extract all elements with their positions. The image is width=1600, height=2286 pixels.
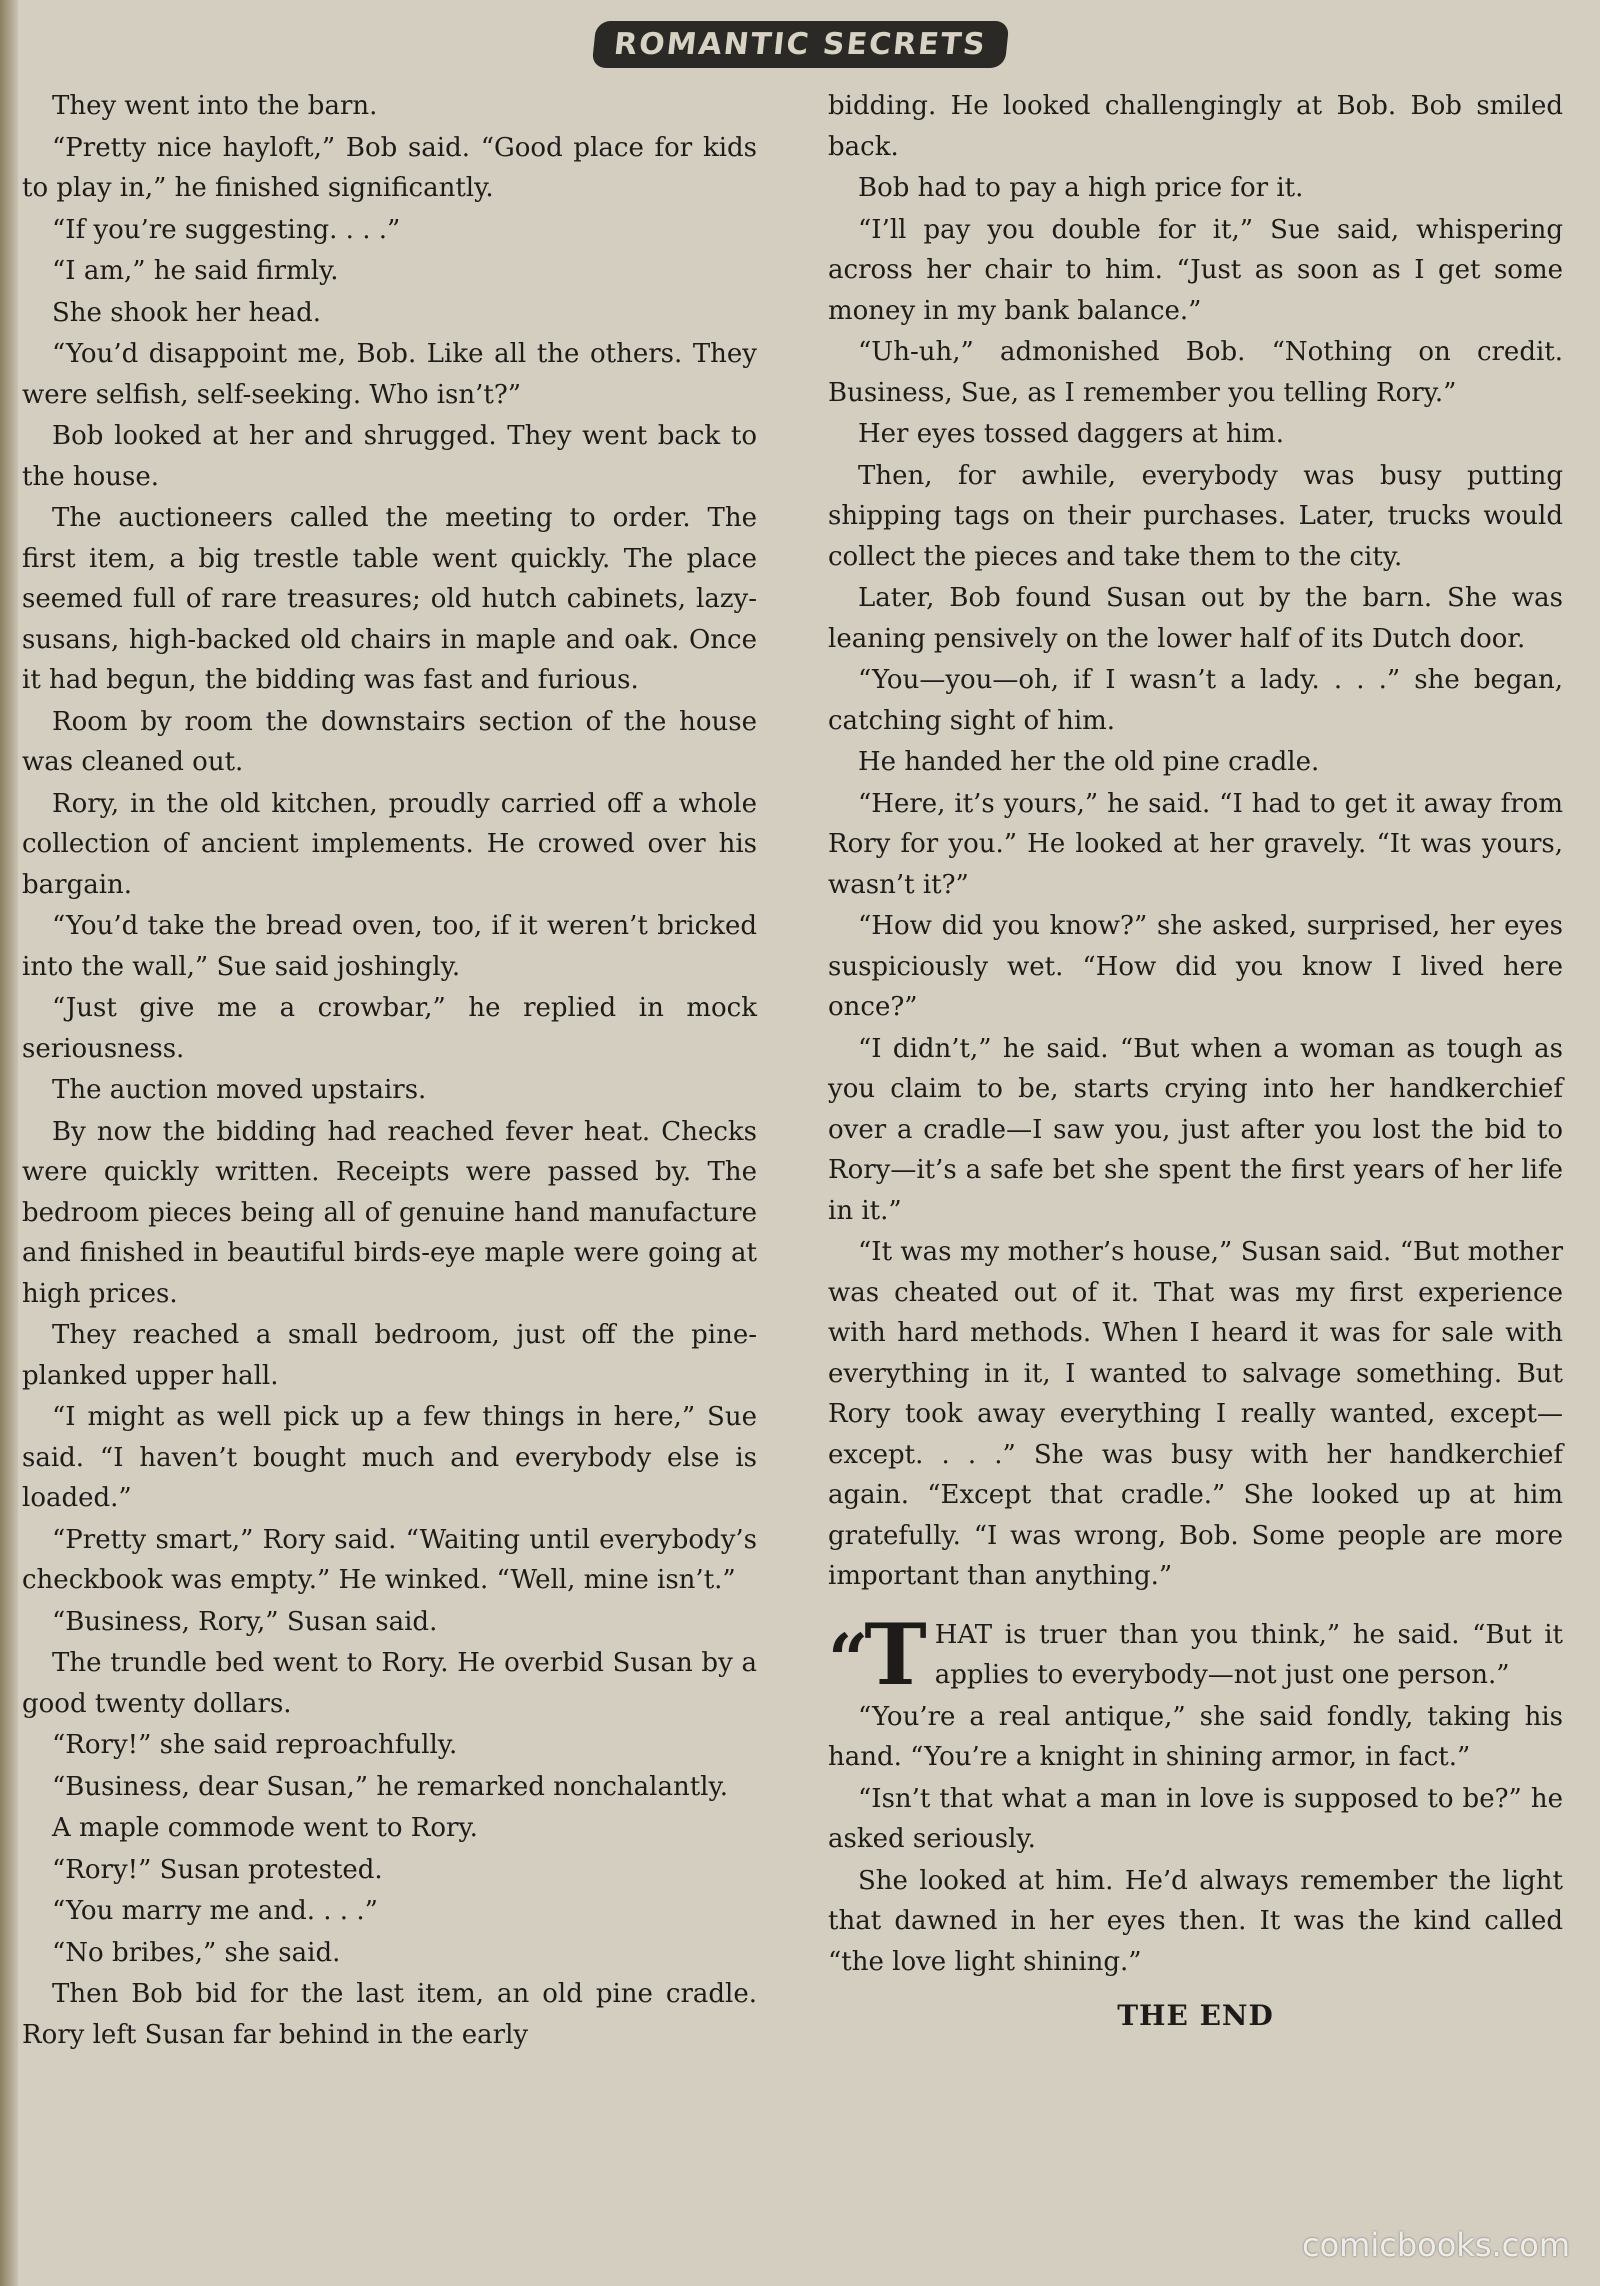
paragraph: “How did you know?” she asked, surprised, her eyes suspiciously wet. “How did you know I lived here once?” (828, 911, 1563, 1022)
paragraph: “You’d take the bread oven, too, if it weren’t bricked into the wall,” Sue said joshingly. (22, 911, 757, 982)
magazine-logo: ROMANTIC SECRETS (591, 21, 1009, 68)
paragraph: “Rory!” Susan protested. (52, 1854, 383, 1885)
left-column (22, 86, 757, 2056)
paragraph: “You—you—oh, if I wasn’t a lady. . . .” she began, catching sight of him. (828, 665, 1563, 736)
paragraph: By now the bidding had reached fever heat. Checks were quickly written. Receipts were passed by. The bedroom pieces being all of genuine hand manufacture and finished in beautiful birds-eye maple were going at high prices. (22, 1116, 757, 1309)
paragraph: “Here, it’s yours,” he said. “I had to get it away from Rory for you.” He looked at her gravely. “It was yours, wasn’t it?” (828, 788, 1563, 900)
the-end-label: THE END (1117, 1999, 1274, 2032)
paragraph: “I might as well pick up a few things in here,” Sue said. “I haven’t bought much and everybody else is loaded.” (22, 1402, 757, 1513)
paragraph: Her eyes tossed daggers at him. (858, 419, 1284, 449)
paragraph: “No bribes,” she said. (52, 1937, 341, 1968)
paragraph: “Pretty smart,” Rory said. “Waiting until everybody’s checkbook was empty.” He winked. “Well, mine isn’t.” (22, 1524, 757, 1595)
page-edge (0, 0, 18, 2286)
paragraph: They reached a small bedroom, just off the pine-planked upper hall. (22, 1320, 757, 1391)
paragraph: The auction moved upstairs. (52, 1075, 427, 1105)
paragraph: Then, for awhile, everybody was busy putting shipping tags on their purchases. Later, trucks would collect the pieces and take them to the city. (828, 460, 1563, 572)
paragraph: Bob had to pay a high price for it. (858, 173, 1304, 203)
paragraph: “You marry me and. . . .” (52, 1896, 378, 1926)
paragraph: “You’re a real antique,” she said fondly, taking his hand. “You’re a knight in shining armor, in fact.” (828, 1701, 1563, 1772)
paragraph: Room by room the downstairs section of the house was cleaned out. (22, 706, 757, 777)
paragraph: The trundle bed went to Rory. He overbid Susan by a good twenty dollars. (22, 1648, 757, 1719)
paragraph: “Uh-uh,” admonished Bob. “Nothing on credit. Business, Sue, as I remember you telling Rory.” (828, 337, 1563, 408)
paragraph: “I’ll pay you double for it,” Sue said, whispering across her chair to him. “Just as soon as I get some money in my bank balance.” (828, 214, 1563, 326)
paragraph: A maple commode went to Rory. (52, 1813, 478, 1843)
paragraph: He handed her the old pine cradle. (858, 747, 1320, 777)
paragraph: She shook her head. (52, 297, 321, 328)
paragraph: “Rory!” she said reproachfully. (52, 1730, 458, 1760)
header (0, 14, 1600, 74)
dropcap-paragraph: “T HAT is truer than you think,” he said. “But it applies to everybody—not just one person.” (828, 1604, 1563, 1704)
paragraph: They went into the barn. (52, 91, 378, 121)
dropcap: “T (828, 1604, 927, 1704)
paragraph: “Business, Rory,” Susan said. (52, 1606, 438, 1637)
paragraph: “If you’re suggesting. . . .” (52, 214, 401, 245)
paragraph: “Just give me a crowbar,” he replied in mock seriousness. (22, 993, 757, 1064)
paragraph: “You’d disappoint me, Bob. Like all the others. They were selfish, self-seeking. Who isn’t?” (22, 339, 757, 410)
paragraph: Bob looked at her and shrugged. They went back to the house. (22, 421, 757, 492)
paragraph: Rory, in the old kitchen, proudly carried off a whole collection of ancient implements. He crowed over his bargain. (22, 788, 757, 900)
paragraph: “It was my mother’s house,” Susan said. “But mother was cheated out of it. That was my first experience with hard methods. When I heard it was for sale with everything in it, I wanted to salvage something. But Rory took away everything I really wanted, except—except. . . .” She was busy with her handkerchief again. “Except that cradle.” She looked up at him gratefully. “I was wrong, Bob. Some people are more important than anything.” (828, 1237, 1563, 1591)
paragraph: She looked at him. He’d always remember the light that dawned in her eyes then. It was the kind called “the love light shining.” (828, 1865, 1563, 1977)
right-column (828, 86, 1563, 2037)
paragraph: “Business, dear Susan,” he remarked nonchalantly. (52, 1771, 728, 1802)
paragraph: “I am,” he said firmly. (52, 256, 339, 286)
watermark: comicbooks.com (1301, 2226, 1570, 2264)
paragraph: Later, Bob found Susan out by the barn. She was leaning pensively on the lower half of its Dutch door. (828, 583, 1563, 654)
paragraph: bidding. He looked challengingly at Bob. Bob smiled back. (828, 91, 1563, 162)
paragraph: “Isn’t that what a man in love is supposed to be?” he asked seriously. (828, 1783, 1563, 1854)
paragraph: “I didn’t,” he said. “But when a woman as tough as you claim to be, starts crying into her handkerchief over a cradle—I saw you, just after you lost the bid to Rory—it’s a safe bet she spent the first years of her life in it.” (828, 1033, 1563, 1226)
paragraph: The auctioneers called the meeting to order. The first item, a big trestle table went quickly. The place seemed full of rare treasures; old hutch cabinets, lazy-susans, high-backed old chairs in maple and oak. Once it had begun, the bidding was fast and furious. (22, 503, 757, 695)
paragraph: “Pretty nice hayloft,” Bob said. “Good place for kids to play in,” he finished significantly. (22, 132, 757, 203)
paragraph: Then Bob bid for the last item, an old pine cradle. Rory left Susan far behind in the early (22, 1979, 757, 2050)
